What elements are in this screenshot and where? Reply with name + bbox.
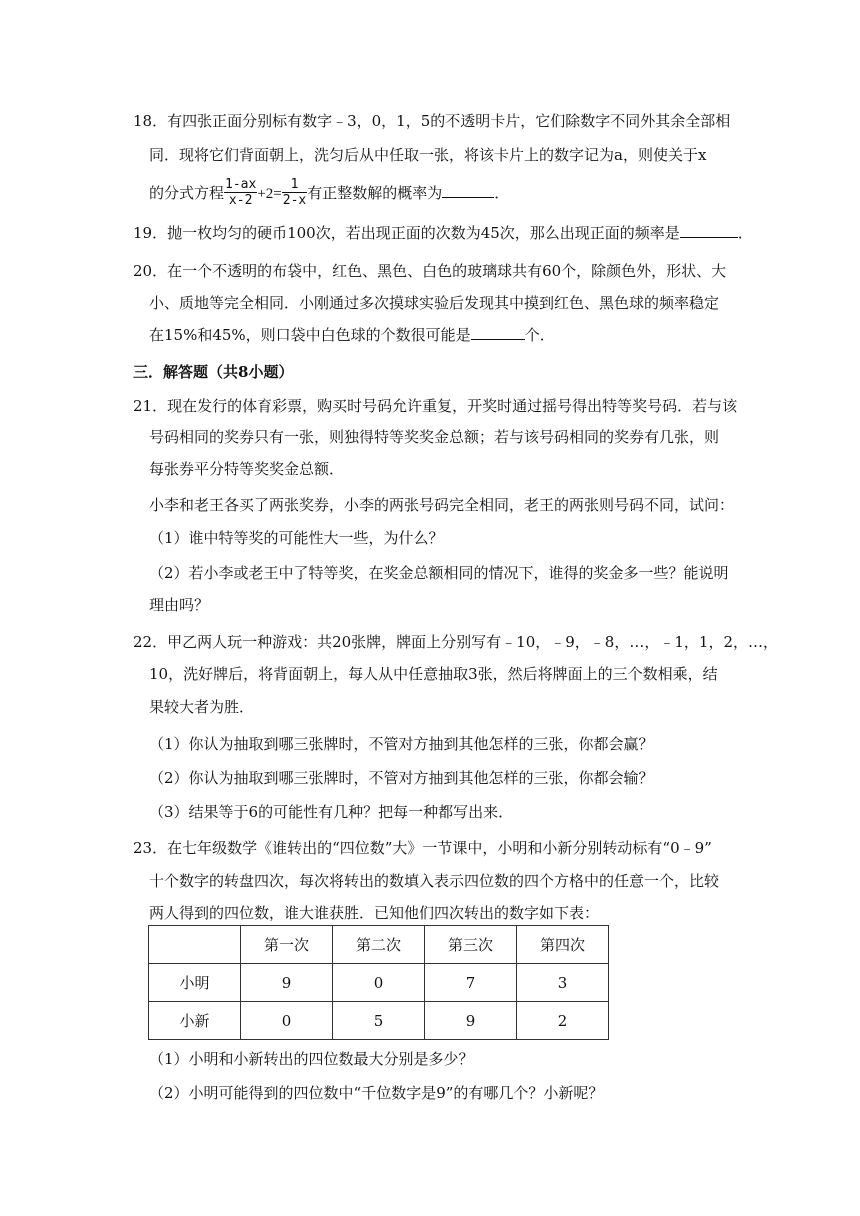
- fraction-2-numerator: 1: [282, 177, 307, 193]
- q18-line3-end: ．: [494, 184, 510, 202]
- q20-line3-end: 个．: [524, 326, 555, 344]
- q23-sub1: （1）小明和小新转出的四位数最大分别是多少？: [149, 1050, 474, 1068]
- q22-line1: 22．甲乙两人玩一种游戏：共20张牌，牌面上分别写有﹣10，﹣9，﹣8，…，﹣1，1，2，…，: [133, 633, 778, 651]
- fraction-1-denominator: x-2: [228, 192, 253, 208]
- q20-line1: 20．在一个不透明的布袋中，红色、黑色、白色的玻璃球共有60个，除颜色外，形状、大: [133, 262, 727, 280]
- table-cell: 3: [517, 964, 609, 1002]
- q19-text: 19．抛一枚均匀的硬币100次，若出现正面的次数为45次，那么出现正面的频率是: [133, 224, 680, 242]
- table-header-row: [149, 926, 609, 964]
- q19-line: [133, 223, 753, 243]
- answer-blank-q20: [471, 325, 525, 340]
- q18-line3-prefix: 的分式方程: [149, 184, 225, 202]
- plus-two-equals: +2=: [257, 186, 282, 202]
- fraction-2: [282, 177, 307, 208]
- q23-line1: 23．在七年级数学《谁转出的“四位数”大》一节课中，小明和小新分别转动标有“0﹣9”: [133, 839, 712, 857]
- q21-line4: 小李和老王各买了两张奖券，小李的两张号码完全相同，老王的两张则号码不同，试问：: [149, 496, 735, 514]
- q22-sub3: （3）结果等于6的可能性有几种？把每一种都写出来．: [149, 803, 514, 821]
- q21-sub2-line2: 理由吗？: [149, 596, 210, 614]
- q19-end: ．: [737, 224, 753, 242]
- answer-blank-q19: [680, 223, 738, 238]
- fraction-1: [224, 177, 257, 208]
- section-heading: 三．解答题（共8小题）: [133, 363, 294, 381]
- table-row-label: 小明: [149, 964, 241, 1002]
- q18-line1: 18．有四张正面分别标有数字﹣3，0，1，5的不透明卡片，它们除数字不同外其余全部相: [133, 112, 731, 130]
- table-row: [149, 1002, 609, 1040]
- q23-line2: 十个数字的转盘四次，每次将转出的数填入表示四位数的四个方格中的任意一个，比较: [149, 872, 720, 890]
- table-cell: 0: [241, 1002, 333, 1040]
- q20-line3-text: 在15%和45%，则口袋中白色球的个数很可能是: [149, 326, 471, 344]
- q18-line3: [149, 176, 509, 211]
- q21-line3: 每张券平分特等奖奖金总额．: [149, 460, 345, 478]
- table-header-cell: [149, 926, 241, 964]
- table-cell: 9: [241, 964, 333, 1002]
- answer-blank-q18: [442, 183, 494, 198]
- table-row-label: 小新: [149, 1002, 241, 1040]
- table-cell: 0: [333, 964, 425, 1002]
- table-cell: 5: [333, 1002, 425, 1040]
- table-cell: 7: [425, 964, 517, 1002]
- q21-line1: 21．现在发行的体育彩票，购买时号码允许重复，开奖时通过摇号得出特等奖号码．若与该: [133, 397, 738, 415]
- fraction-1-numerator: 1-ax: [225, 176, 257, 192]
- q22-sub2: （2）你认为抽取到哪三张牌时，不管对方抽到其他怎样的三张，你都会输？: [149, 769, 654, 787]
- spin-results-table: [148, 925, 609, 1040]
- table-header-cell: 第三次: [425, 926, 517, 964]
- table-row: [149, 964, 609, 1002]
- table-header-cell: 第一次: [241, 926, 333, 964]
- fraction-2-denominator: 2-x: [282, 192, 307, 208]
- q20-line2: 小、质地等完全相同．小刚通过多次摸球实验后发现其中摸到红色、黑色球的频率稳定: [149, 294, 720, 312]
- q22-line3: 果较大者为胜．: [149, 698, 255, 716]
- table-cell: 2: [517, 1002, 609, 1040]
- q22-sub1: （1）你认为抽取到哪三张牌时，不管对方抽到其他怎样的三张，你都会赢？: [149, 735, 654, 753]
- table-cell: 9: [425, 1002, 517, 1040]
- q21-line2: 号码相同的奖券只有一张，则独得特等奖奖金总额；若与该号码相同的奖券有几张，则: [149, 428, 720, 446]
- q18-line2: 同．现将它们背面朝上，洗匀后从中任取一张，将该卡片上的数字记为a，则使关于x: [149, 146, 707, 164]
- table-header-cell: 第二次: [333, 926, 425, 964]
- q23-sub2: （2）小明可能得到的四位数中“千位数字是9”的有哪几个？小新呢？: [149, 1084, 604, 1102]
- q22-line2: 10，洗好牌后，将背面朝上，每人从中任意抽取3张，然后将牌面上的三个数相乘，结: [149, 665, 718, 683]
- table-header-cell: 第四次: [517, 926, 609, 964]
- q21-sub1: （1）谁中特等奖的可能性大一些，为什么？: [149, 529, 444, 547]
- q20-line3: [149, 325, 555, 345]
- q21-sub2-line1: （2）若小李或老王中了特等奖，在奖金总额相同的情况下，谁得的奖金多一些？能说明: [149, 564, 729, 582]
- q18-line3-suffix: 有正整数解的概率为: [307, 184, 443, 202]
- q23-line3: 两人得到的四位数，谁大谁获胜．已知他们四次转出的数字如下表：: [149, 904, 600, 922]
